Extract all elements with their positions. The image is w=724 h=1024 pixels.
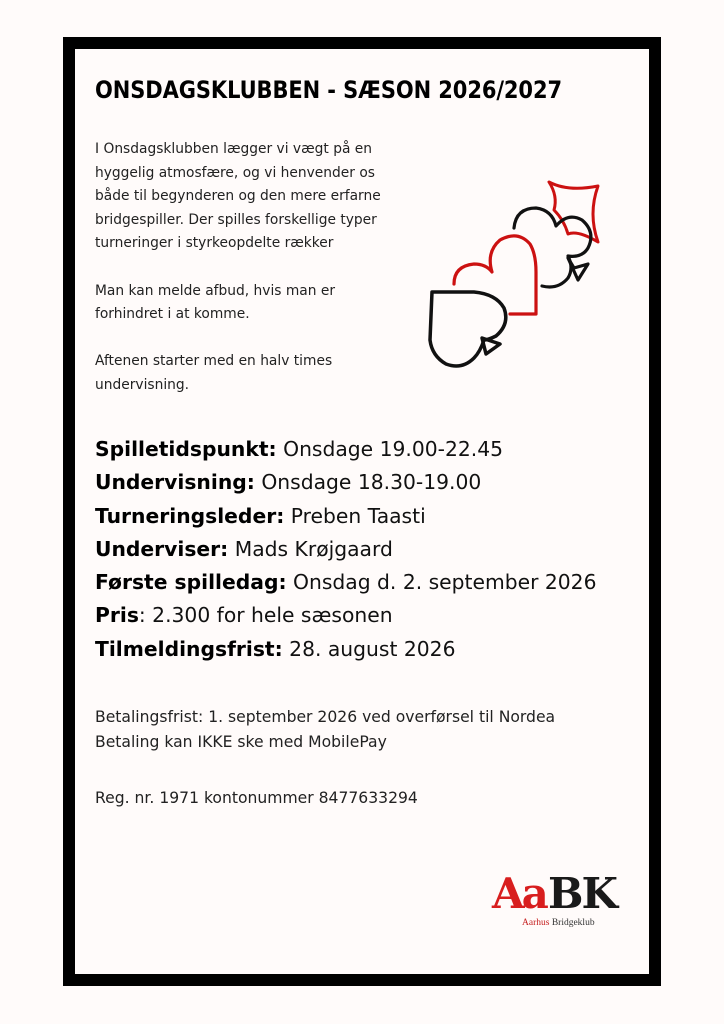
intro-line: I Onsdagsklubben lægger vi vægt på en [95, 141, 373, 157]
info-row-tournament-director [95, 500, 596, 533]
intro-text [95, 138, 425, 421]
logo-mark-bk: BK [548, 869, 617, 918]
intro-paragraph-2 [95, 280, 425, 327]
info-value: Onsdage 18.30-19.00 [254, 470, 482, 495]
info-label: Underviser: [95, 536, 229, 561]
info-label: Turneringsleder: [95, 503, 285, 528]
intro-line: bridgespiller. Der spilles forskellige typer [95, 211, 377, 228]
info-value: Mads Krøjgaard [228, 536, 393, 561]
logo-sub-aarhus: Aarhus [522, 918, 550, 928]
spade-stem-icon [482, 338, 500, 354]
info-label: Undervisning: [95, 470, 255, 495]
info-row-teaching [95, 466, 596, 499]
payment-note: Betaling kan IKKE ske med MobilePay [95, 733, 387, 751]
intro-paragraph-3 [95, 350, 425, 397]
info-row-teacher [95, 533, 596, 566]
club-info [95, 433, 596, 666]
logo-subtitle [522, 918, 595, 928]
intro-line: forhindret i at komme. [95, 306, 250, 323]
logo-sub-bridgeklub: Bridgeklub [551, 918, 595, 928]
info-label: Spilletidspunkt: [95, 437, 277, 461]
intro-line: turneringer i styrkeopdelte rækker [95, 235, 334, 252]
bank-account: Reg. nr. 1971 kontonummer 8477633294 [95, 789, 418, 807]
card-suits-illustration [418, 176, 610, 372]
info-value: Preben Taasti [284, 503, 426, 528]
intro-line: Aftenen starter med en halv times [95, 353, 333, 370]
intro-line: både til begynderen og den mere erfarne [95, 188, 381, 205]
payment-deadline: Betalingsfrist: 1. september 2026 ved overførsel til Nordea [95, 708, 556, 726]
page-title: ONSDAGSKLUBBEN - SÆSON 2026/2027 [95, 76, 562, 104]
info-value: 28. august 2026 [282, 636, 456, 661]
info-label: Tilmeldingsfrist: [95, 636, 283, 661]
logo-mark-aa: Aa [492, 869, 546, 918]
info-row-first-day [95, 566, 596, 599]
info-row-price [95, 599, 596, 632]
payment-info [95, 705, 555, 811]
info-row-signup-deadline [95, 633, 596, 666]
spade-icon [430, 292, 506, 366]
heart-icon [454, 236, 536, 314]
info-label: Første spilledag: [95, 570, 287, 595]
intro-paragraph-1 [95, 138, 425, 256]
aabk-logo [490, 870, 630, 934]
info-value: Onsdag d. 2. september 2026 [286, 570, 597, 595]
intro-line: Man kan melde afbud, hvis man er [95, 282, 336, 299]
info-value: Onsdage 19.00-22.45 [276, 437, 504, 461]
info-value: : 2.300 for hele sæsonen [138, 603, 393, 628]
spacer [95, 755, 555, 786]
info-row-playing-time [95, 433, 596, 466]
info-label: Pris [95, 603, 139, 628]
intro-line: hyggelig atmosfære, og vi henvender os [95, 164, 375, 181]
intro-line: undervisning. [95, 376, 190, 393]
